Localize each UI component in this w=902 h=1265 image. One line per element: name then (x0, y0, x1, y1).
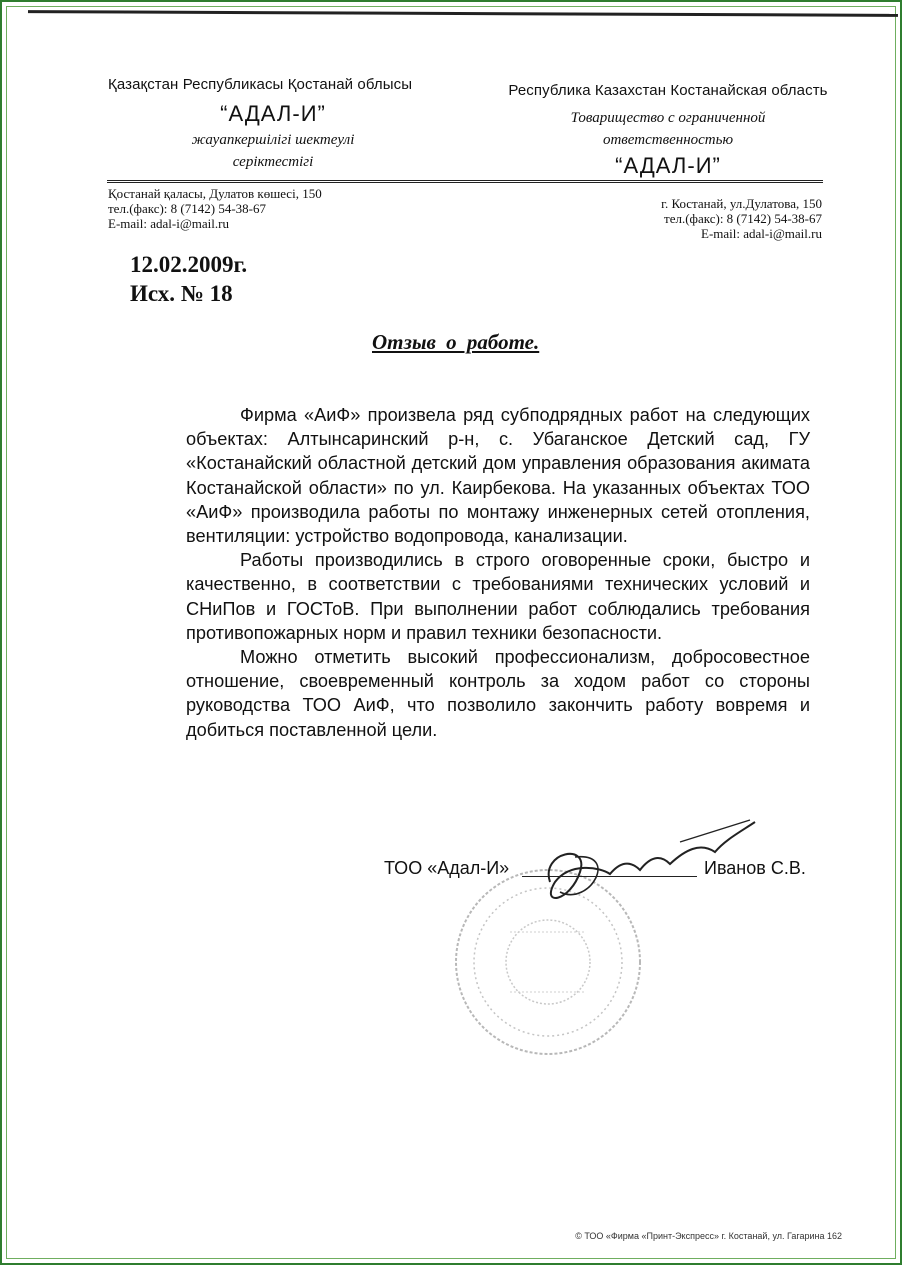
header-right (498, 82, 838, 179)
signatory-name: Иванов С.В. (704, 858, 806, 878)
address-left-email: E-mail: adal-i@mail.ru (108, 216, 229, 231)
document-meta (130, 250, 247, 308)
header-left-company: “АДАЛ-И” (220, 101, 326, 126)
header-left-kind-2: серіктестігі (232, 154, 314, 170)
document-date: 12.02.2009г. (130, 252, 248, 277)
paragraph: Работы производились в строго оговоренные сроки, быстро и качественно, в соответствии с требованиями технических условий и СНиПов и ГОСТоВ. При выполнении работ соблюдались требования противопожарных норм и правил техники безопасности. (186, 550, 810, 643)
document-title: Отзыв о работе. (372, 330, 540, 354)
address-left-phone: тел.(факс): 8 (7142) 54-38-67 (108, 201, 266, 216)
address-right (560, 196, 822, 241)
header-right-company: “АДАЛ-И” (615, 153, 721, 178)
header-divider (107, 180, 823, 183)
print-footer: © ТОО «Фирма «Принт-Экспресс» г. Костанай, ул. Гагарина 162 (575, 1231, 842, 1241)
header-left-kind-1: жауапкершілігі шектеулі (191, 132, 355, 148)
header-right-kind-2: ответственностью (602, 132, 734, 148)
header-right-region: Республика Казахстан Костанайская область (508, 82, 828, 99)
header-left (108, 76, 438, 171)
address-left (108, 186, 322, 231)
paragraph: Можно отметить высокий профессионализм, добросовестное отношение, своевременный контроль за ходом работ со стороны руководства ТОО АиФ, что позволило закончить работу вовремя и добиться поставленной цели. (186, 647, 810, 740)
paragraph: Фирма «АиФ» произвела ряд субподрядных работ на следующих объектах: Алтынсаринский р-н, с. Убаганское Детский сад, ГУ «Костанайский областной детский дом управления образования акимата Костанайской области» по ул. Каирбекова. На указанных объектах ТОО «АиФ» производила работы по монтажу инженерных сетей отопления, вентиляции: устройство водопровода, канализации. (186, 405, 810, 547)
document-body (186, 403, 810, 742)
address-right-email: E-mail: adal-i@mail.ru (701, 226, 822, 241)
address-left-street: Қостанай қаласы, Дулатов көшесі, 150 (108, 186, 322, 201)
document-ref-number: Исх. № 18 (130, 281, 233, 306)
header-right-kind-1: Товарищество с ограниченной (570, 110, 766, 126)
signature-organization: ТОО «Адал-И» (384, 858, 510, 878)
address-right-street: г. Костанай, ул.Дулатова, 150 (661, 196, 822, 211)
signature-line (522, 876, 697, 877)
address-right-phone: тел.(факс): 8 (7142) 54-38-67 (664, 211, 822, 226)
header-left-region: Қазақстан Республикасы Қостанай облысы (108, 76, 413, 93)
